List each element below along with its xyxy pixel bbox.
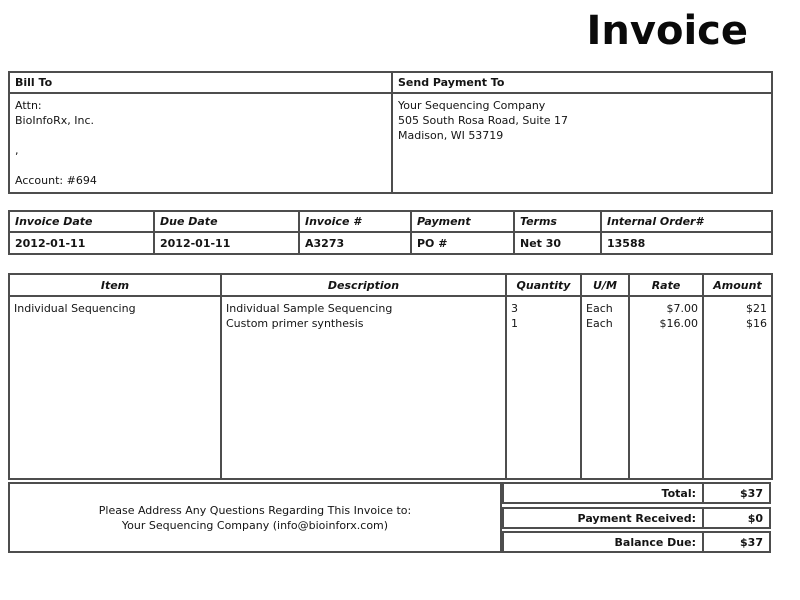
internal-order-header: Internal Order# — [601, 211, 772, 232]
bill-to-line — [15, 128, 386, 143]
item-column-header: Item — [9, 274, 221, 296]
rate-cell — [629, 296, 703, 479]
bill-to-line: BioInfoRx, Inc. — [15, 114, 95, 127]
invoice-date-value: 2012-01-11 — [9, 232, 154, 254]
bill-to-header: Bill To — [9, 72, 392, 93]
details-header-row — [9, 211, 772, 232]
terms-header: Terms — [514, 211, 601, 232]
item-name: Individual Sequencing — [14, 302, 136, 316]
bill-to-line — [15, 158, 386, 173]
item-rate: $16.00 — [659, 317, 698, 331]
addresses-table — [8, 71, 773, 194]
details-value-row — [9, 232, 772, 254]
item-description: Individual Sample Sequencing — [226, 302, 393, 316]
internal-order-value: 13588 — [601, 232, 772, 254]
terms-value: Net 30 — [514, 232, 601, 254]
due-date-value: 2012-01-11 — [154, 232, 299, 254]
send-payment-line: Madison, WI 53719 — [398, 129, 504, 142]
total-value: $37 — [740, 487, 763, 500]
footer-note-line1: Please Address Any Questions Regarding This Invoice to: — [98, 503, 412, 517]
item-rate: $7.00 — [666, 302, 698, 316]
item-amount: $16 — [746, 317, 767, 331]
description-cell — [221, 296, 506, 479]
balance-due-value: $37 — [740, 536, 763, 549]
item-name — [14, 316, 216, 331]
invoice-number-value: A3273 — [299, 232, 411, 254]
items-header-row — [9, 274, 772, 296]
bottom-section — [8, 482, 771, 553]
page-title: Invoice — [586, 8, 748, 54]
amount-column-header: Amount — [703, 274, 772, 296]
item-description: Custom primer synthesis — [226, 317, 364, 331]
um-column-header: U/M — [581, 274, 629, 296]
total-row — [502, 482, 771, 504]
rate-column-header: Rate — [629, 274, 703, 296]
send-payment-to-content — [392, 93, 772, 193]
item-amount: $21 — [746, 302, 767, 316]
send-payment-to-header: Send Payment To — [392, 72, 772, 93]
invoice-date-header: Invoice Date — [9, 211, 154, 232]
invoice-details-table — [8, 210, 773, 255]
payment-received-value: $0 — [747, 511, 763, 525]
totals-block — [502, 482, 771, 553]
bill-to-line: , — [15, 144, 19, 157]
invoice-number-header: Invoice # — [299, 211, 411, 232]
line-items-table — [8, 273, 773, 480]
payment-header: Payment — [411, 211, 514, 232]
balance-due-label: Balance Due: — [504, 533, 704, 551]
due-date-header: Due Date — [154, 211, 299, 232]
payment-value: PO # — [411, 232, 514, 254]
item-quantity: 3 — [511, 302, 518, 316]
send-payment-line: 505 South Rosa Road, Suite 17 — [398, 114, 568, 127]
quantity-column-header: Quantity — [506, 274, 581, 296]
bill-to-line: Attn: — [15, 99, 42, 112]
item-um: Each — [586, 302, 613, 316]
um-cell — [581, 296, 629, 479]
item-um: Each — [586, 317, 613, 331]
description-column-header: Description — [221, 274, 506, 296]
item-quantity: 1 — [511, 317, 518, 331]
footer-note — [8, 482, 502, 553]
footer-note-line2: Your Sequencing Company (info@bioinforx.com) — [121, 518, 389, 532]
item-cell — [9, 296, 221, 479]
total-label: Total: — [504, 484, 704, 502]
send-payment-line: Your Sequencing Company — [398, 99, 546, 112]
amount-cell — [703, 296, 772, 479]
items-body-row — [9, 296, 772, 479]
quantity-cell — [506, 296, 581, 479]
payment-received-label: Payment Received: — [504, 509, 704, 527]
balance-due-row — [502, 531, 771, 553]
bill-to-line: Account: #694 — [15, 174, 97, 187]
bill-to-content — [9, 93, 392, 193]
payment-received-row — [502, 507, 771, 529]
